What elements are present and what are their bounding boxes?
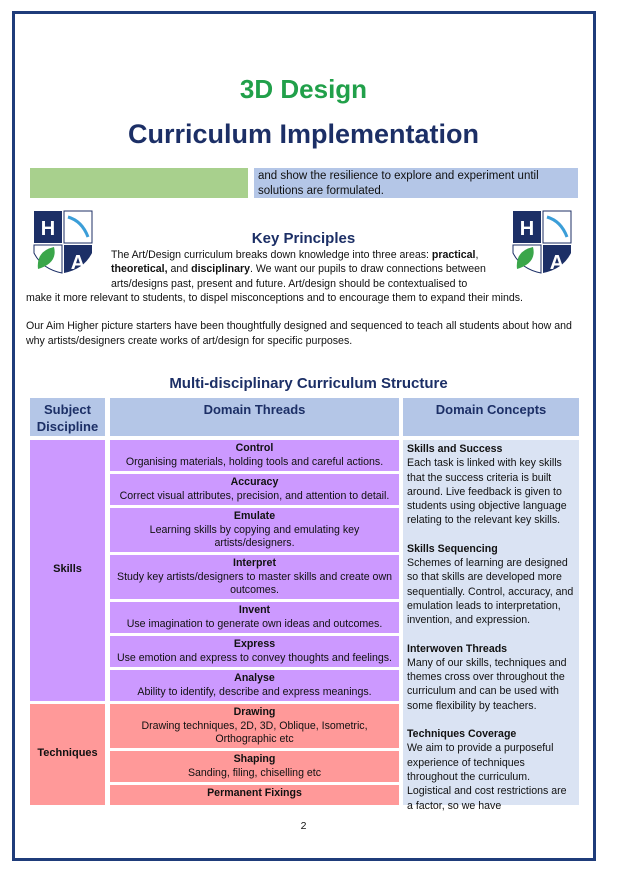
- header-subject-line1: Subject: [44, 402, 91, 417]
- thread-interpret: [110, 555, 399, 599]
- kp-bold-practical: practical: [431, 249, 476, 261]
- thread-title: Emulate: [233, 510, 276, 522]
- subject-skills-cell: [30, 440, 105, 701]
- logo-letter-h: H: [519, 218, 535, 240]
- subject-skills-label: Skills: [53, 563, 82, 575]
- structure-heading: Multi-disciplinary Curriculum Structure: [169, 375, 448, 392]
- thread-title: Interpret: [233, 557, 276, 569]
- logo-letter-h: H: [40, 218, 56, 240]
- subject-title: 3D Design: [239, 74, 368, 104]
- subject-techniques-label: Techniques: [37, 747, 98, 759]
- green-highlight-box: [30, 168, 248, 198]
- thread-permanent-fixings: [110, 785, 399, 805]
- page-title: Curriculum Implementation: [127, 119, 480, 149]
- kp-text: The Art/Design curriculum breaks down knowledge into three areas:: [111, 249, 432, 261]
- concept-title: Interwoven Threads: [407, 642, 508, 655]
- intro-text-box: and show the resilience to explore and experiment until solutions are formulated.: [254, 168, 578, 198]
- key-principles-paragraph: [111, 248, 503, 291]
- header-domain-threads: Domain Threads: [110, 398, 399, 436]
- logo-letter-a: A: [70, 252, 86, 274]
- key-principles-heading: Key Principles: [251, 230, 356, 247]
- thread-title: Shaping: [233, 753, 276, 765]
- concept-title: Techniques Coverage: [407, 728, 517, 741]
- thread-emulate: [110, 508, 399, 552]
- aim-higher-paragraph: Our Aim Higher picture starters have been thoughtfully designed and sequenced to teach all students about how and why artists/designers create works of art/design for specific purposes.: [26, 320, 572, 347]
- concept-skills-sequencing: [407, 542, 575, 628]
- domain-concepts-column: [403, 440, 579, 812]
- thread-title: Analyse: [234, 672, 275, 684]
- thread-title: Control: [235, 442, 274, 454]
- key-principles-continuation: make it more relevant to students, to dispel misconceptions and to encourage them to expand their minds.: [26, 292, 524, 304]
- page-number: 2: [300, 820, 307, 832]
- concept-desc: Many of our skills, techniques and themes cross over throughout the curriculum and can be used with some flexibility by teachers.: [407, 656, 567, 712]
- thread-desc: Organising materials, holding tools and careful actions.: [125, 455, 384, 468]
- thread-desc: Sanding, filing, chiselling etc: [187, 766, 322, 779]
- thread-shaping: [110, 751, 399, 782]
- kp-bold-disciplinary: disciplinary: [191, 263, 250, 276]
- concept-interwoven-threads: [407, 642, 575, 713]
- logo-letter-a: A: [549, 252, 565, 274]
- thread-desc: Use imagination to generate own ideas and outcomes.: [126, 617, 383, 630]
- thread-express: [110, 636, 399, 667]
- thread-drawing: [110, 704, 399, 748]
- concept-desc: Schemes of learning are designed so that skills are developed more sequentially. Control, accuracy, and emulation leads to interpretation, invention, and expression.: [407, 557, 574, 627]
- kp-text: . We want our pupils to draw connections between arts/designs past, present and future. Art/design should be contextualised to: [111, 263, 486, 290]
- header-subject-line2: Discipline: [36, 419, 99, 434]
- thread-analyse: [110, 670, 399, 701]
- thread-desc: Learning skills by copying and emulating key artists/designers.: [149, 523, 360, 549]
- thread-title: Invent: [238, 604, 271, 616]
- concept-title: Skills and Success: [407, 443, 503, 455]
- thread-title: Accuracy: [230, 476, 279, 488]
- thread-desc: Ability to identify, describe and express meanings.: [137, 685, 372, 698]
- concept-desc: We aim to provide a purposeful experience of techniques throughout the curriculum. Logistical and cost restrictions are a factor, so we have: [407, 742, 567, 812]
- header-subject-discipline: [30, 398, 105, 436]
- concept-desc: Each task is linked with key skills that the success criteria is built around. Live feedback is given to students using objective language relating to the relevant key skills.: [407, 457, 567, 527]
- thread-title: Drawing: [233, 706, 276, 718]
- thread-title: Permanent Fixings: [207, 787, 302, 799]
- concept-techniques-coverage: [407, 727, 575, 813]
- header-domain-concepts: Domain Concepts: [403, 398, 579, 436]
- thread-invent: [110, 602, 399, 633]
- kp-bold-theoretical: theoretical,: [111, 263, 168, 276]
- kp-text: ,: [475, 249, 479, 261]
- concept-title: Skills Sequencing: [407, 542, 498, 555]
- thread-control: [110, 440, 399, 471]
- thread-desc: Drawing techniques, 2D, 3D, Oblique, Isometric, Orthographic etc: [141, 719, 368, 745]
- thread-title: Express: [233, 638, 276, 650]
- concept-skills-success: [407, 442, 575, 528]
- thread-accuracy: [110, 474, 399, 505]
- kp-text: and: [167, 263, 192, 276]
- thread-desc: Study key artists/designers to master skills and create own outcomes.: [117, 570, 392, 596]
- thread-desc: Correct visual attributes, precision, and attention to detail.: [119, 489, 390, 502]
- thread-desc: Use emotion and express to convey thoughts and feelings.: [116, 651, 393, 664]
- subject-techniques-cell: [30, 704, 105, 805]
